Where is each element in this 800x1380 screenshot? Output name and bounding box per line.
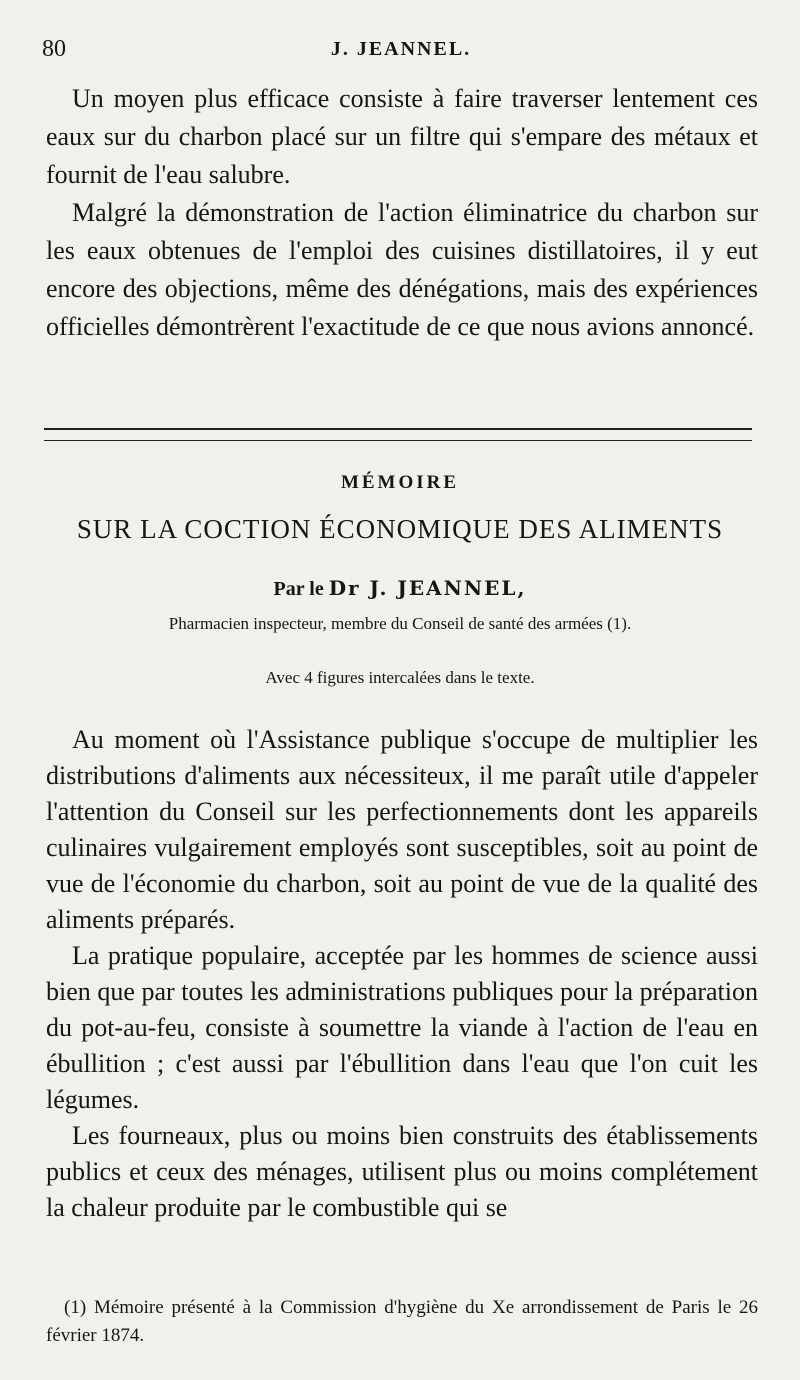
paragraph-3: Les fourneaux, plus ou moins bien construits des établissements publics et ceux des ménages, utilisent plus ou moins complétement la chaleur produite par le combustible qui se — [46, 1121, 758, 1222]
footnote-text: (1) Mémoire présenté à la Commission d'hygiène du Xe arrondissement de Paris le 26 février 1874. — [46, 1297, 758, 1346]
author-name: Dr J. JEANNEL, — [328, 576, 527, 600]
memoir-title: SUR LA COCTION ÉCONOMIQUE DES ALIMENTS — [76, 514, 724, 544]
intro-paragraph-2: Malgré la démonstration de l'action éliminatrice du charbon sur les eaux obtenues de l'emploi des cuisines distillatoires, il y eut encore des objections, même des dénégations, mais des expériences officielles démontrèrent l'exactitude de ce que nous avions annoncé. — [46, 198, 758, 341]
page-number: 80 — [42, 36, 66, 62]
footnote — [46, 1294, 758, 1350]
paragraph-1: Au moment où l'Assistance publique s'occupe de multiplier les distributions d'aliments aux nécessiteux, il me paraît utile d'appeler l'attention du Conseil sur les perfectionnements dont les appareils culinaires vulgairement employés sont susceptibles, soit au point de vue de l'économie du charbon, soit au point de vue de la qualité des aliments préparés. — [46, 725, 758, 934]
author-by: Par le — [273, 578, 324, 600]
author-affiliation: Pharmacien inspecteur, membre du Conseil de santé des armées (1). — [168, 614, 632, 633]
intro-paragraph-1: Un moyen plus efficace consiste à faire traverser lentement ces eaux sur du charbon placé sur un filtre qui s'empare des métaux et fournit de l'eau salubre. — [46, 84, 758, 189]
paragraph-2: La pratique populaire, acceptée par les hommes de science aussi bien que par toutes les administrations publiques pour la préparation du pot-au-feu, consiste à soumettre la viande à l'action de l'eau en ébullition ; c'est aussi par l'ébullition dans l'eau que l'on cuit les légumes. — [46, 941, 758, 1114]
running-head: J. JEANNEL. — [330, 38, 472, 60]
author-line — [0, 576, 800, 601]
intro-text — [46, 80, 758, 346]
memoir-label: MÉMOIRE — [340, 472, 460, 493]
page-header — [42, 36, 760, 70]
section-separator — [44, 428, 752, 441]
figures-note: Avec 4 figures intercalées dans le texte. — [265, 668, 535, 687]
memoir-body — [46, 722, 758, 1226]
